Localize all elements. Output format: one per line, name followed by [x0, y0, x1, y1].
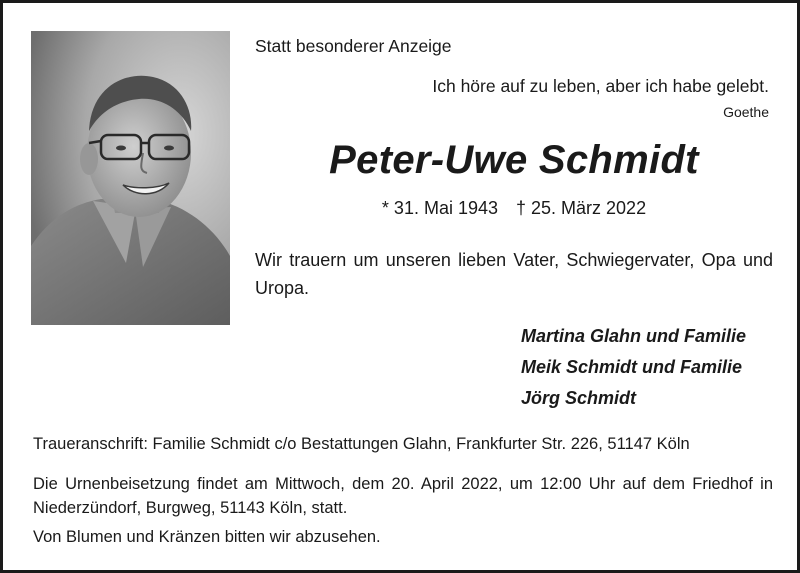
portrait-photo: [31, 31, 230, 325]
flowers-note: Von Blumen und Kränzen bitten wir abzusehen.: [33, 528, 381, 546]
family-member: Jörg Schmidt: [521, 388, 637, 408]
family-member: Meik Schmidt und Familie: [521, 357, 743, 377]
death-date: † 25. März 2022: [516, 198, 647, 218]
family-signatures: [521, 321, 746, 414]
life-dates: [255, 197, 773, 219]
quote-text: Ich höre auf zu leben, aber ich habe gelebt.: [432, 76, 769, 96]
mourning-text: Wir trauern um unseren lieben Vater, Schwiegervater, Opa und Uropa.: [255, 250, 773, 298]
quote-author: Goethe: [723, 104, 769, 120]
birth-date: * 31. Mai 1943: [381, 198, 498, 218]
urn-burial-info: Die Urnenbeisetzung findet am Mittwoch, dem 20. April 2022, um 12:00 Uhr auf dem Friedhof in Niederzündorf, Burgweg, 51143 Köln, statt.: [33, 475, 773, 517]
mourning-address: Traueranschrift: Familie Schmidt c/o Bestattungen Glahn, Frankfurter Str. 226, 51147 Köln: [33, 435, 690, 453]
deceased-name: Peter-Uwe Schmidt: [329, 138, 699, 182]
intro-text: Statt besonderer Anzeige: [255, 36, 452, 56]
family-member: Martina Glahn und Familie: [521, 326, 747, 346]
